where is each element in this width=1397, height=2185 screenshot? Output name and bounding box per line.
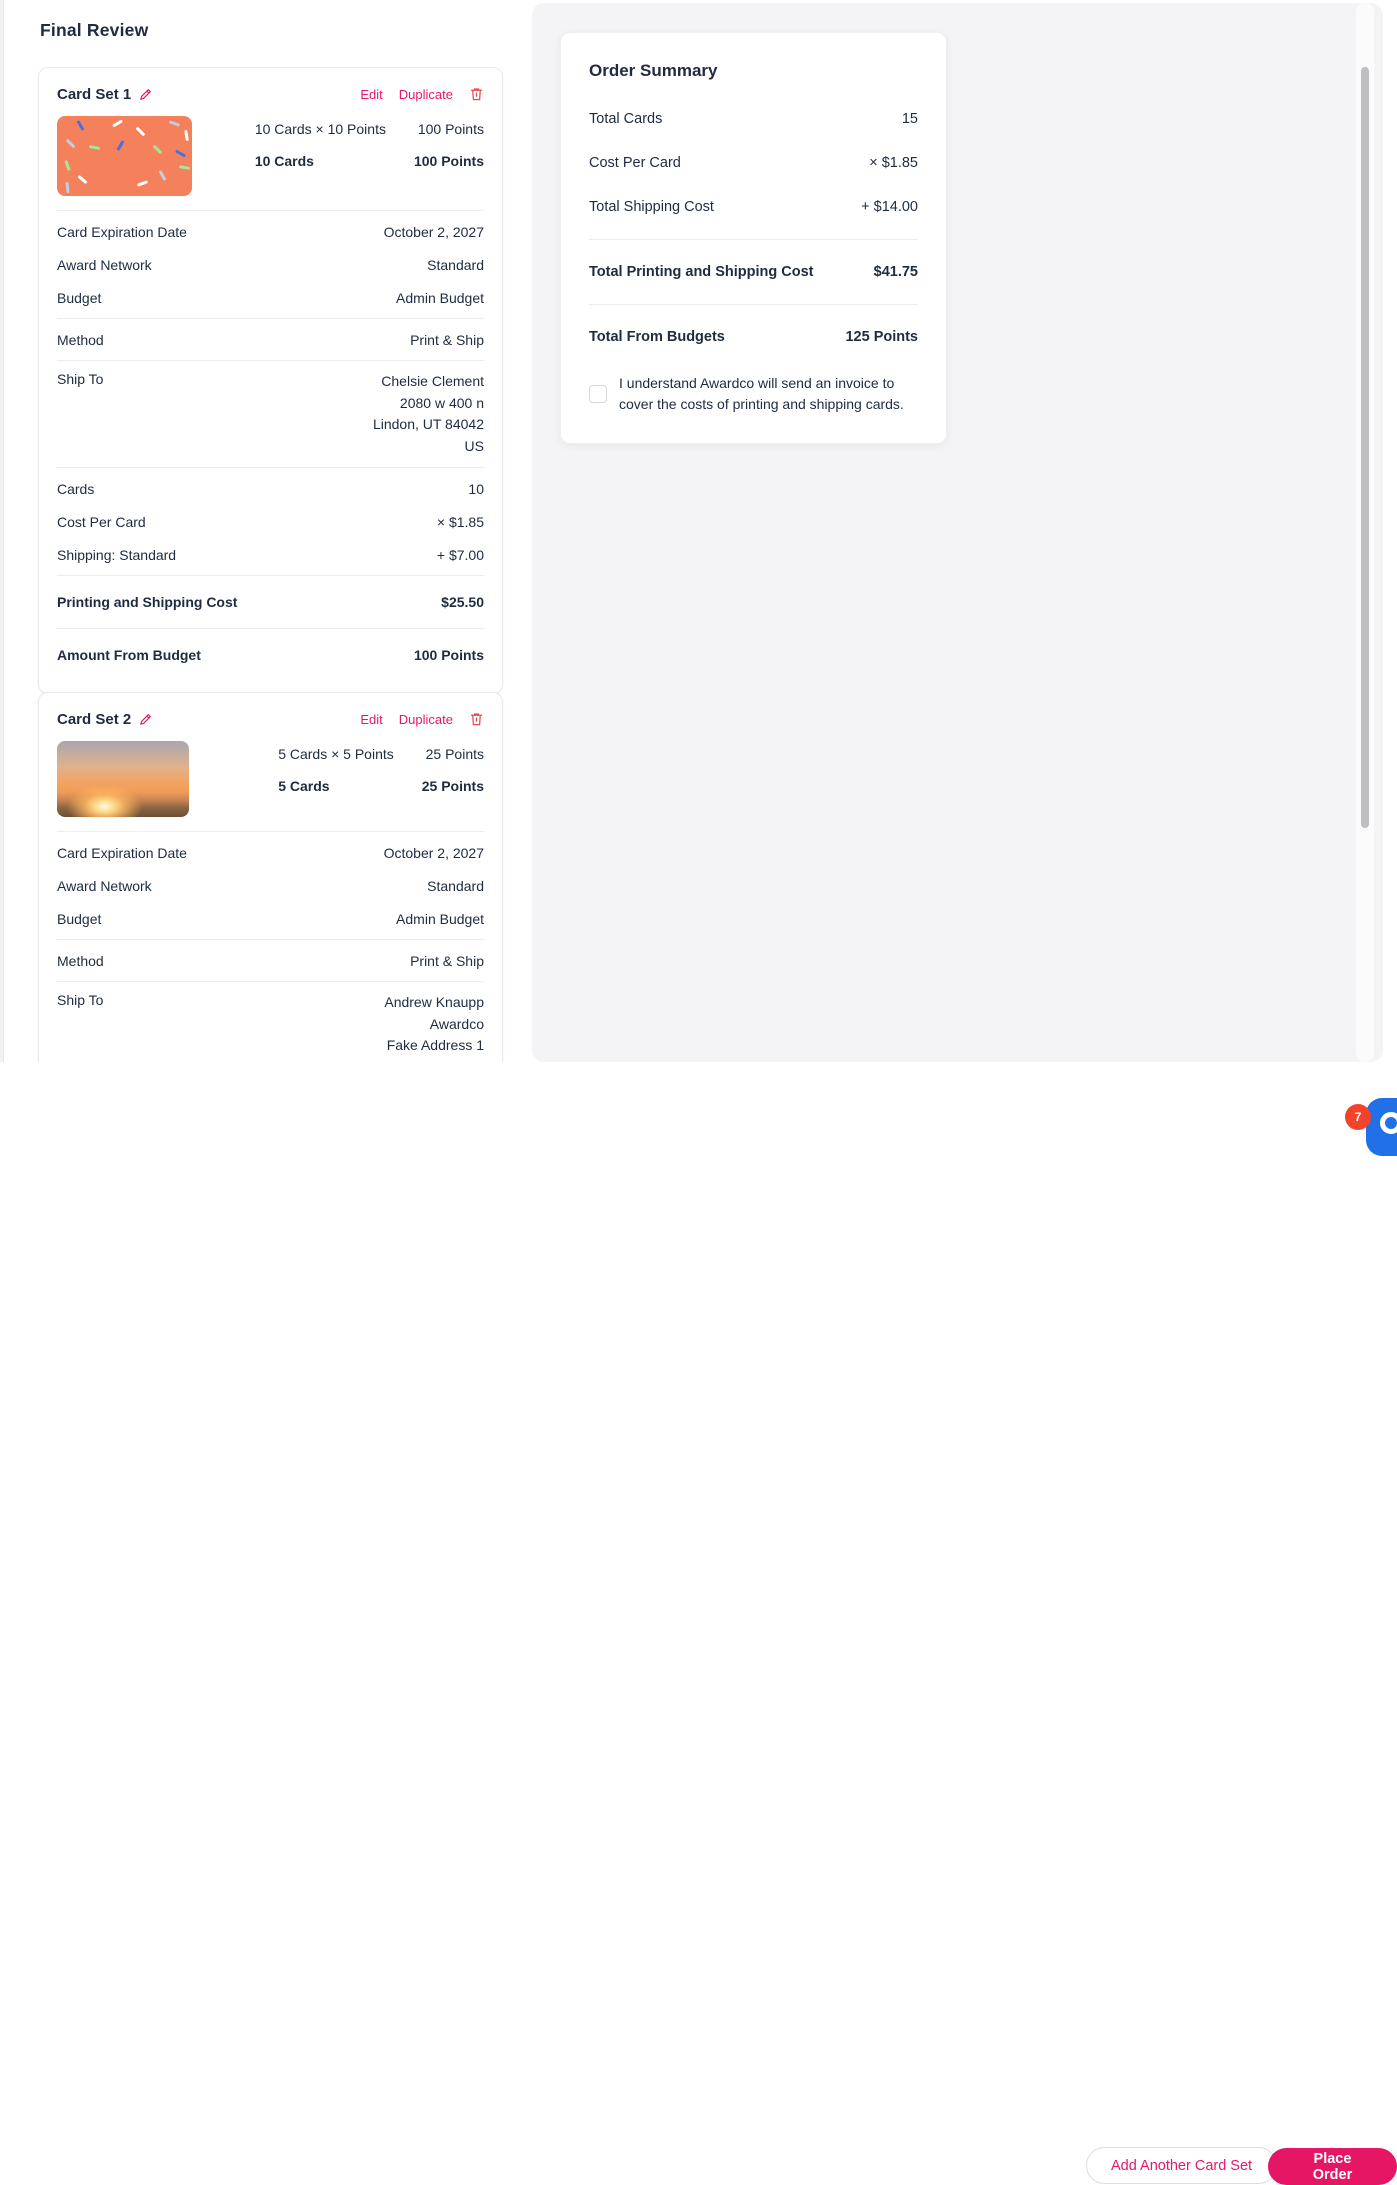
edit-button[interactable]: Edit — [360, 86, 383, 102]
detail-row — [57, 902, 484, 935]
summary-row — [589, 141, 918, 185]
edit-name-pencil-icon[interactable] — [139, 87, 153, 101]
method-row — [57, 944, 484, 977]
edit-name-pencil-icon[interactable] — [139, 712, 153, 726]
divider — [57, 939, 484, 940]
invoice-acknowledgement-row — [589, 373, 918, 415]
total-cost-row — [589, 250, 918, 294]
order-summary-card — [560, 32, 947, 444]
divider — [57, 628, 484, 629]
card-set-1 — [38, 67, 503, 694]
address-line: Lindon, UT 84042 — [372, 416, 484, 432]
qty-cards-total: 10 Cards — [254, 153, 314, 169]
divider — [57, 210, 484, 211]
card-sets-column — [5, 0, 532, 1062]
row-value: October 2, 2027 — [383, 844, 484, 861]
row-label: Cards — [57, 480, 95, 497]
invoice-ack-checkbox[interactable] — [589, 385, 607, 403]
card-set-title: Card Set 2 — [57, 710, 132, 728]
budget-total-row — [589, 315, 918, 359]
row-label: Cost Per Card — [589, 155, 681, 171]
place-order-button[interactable]: Place Order — [1268, 2148, 1397, 2185]
row-value: Standard — [427, 877, 484, 894]
row-label: Budget — [57, 289, 102, 306]
row-label: Card Expiration Date — [57, 223, 187, 240]
row-label: Shipping: Standard — [57, 546, 177, 563]
divider — [57, 360, 484, 361]
detail-row — [57, 248, 484, 281]
card-set-title: Card Set 1 — [57, 85, 132, 103]
row-label: Printing and Shipping Cost — [57, 594, 238, 610]
divider — [57, 981, 484, 982]
summary-row — [589, 185, 918, 229]
row-label: Ship To — [57, 371, 104, 387]
cost-row — [57, 538, 484, 571]
cost-row — [57, 472, 484, 505]
row-value: Admin Budget — [396, 289, 484, 306]
row-value: 125 Points — [845, 329, 918, 345]
divider — [57, 831, 484, 832]
row-label: Total Shipping Cost — [589, 199, 714, 215]
address-line: Andrew Knaupp — [384, 994, 484, 1010]
add-another-card-set-button[interactable]: Add Another Card Set — [1086, 2147, 1277, 2184]
ship-to-address — [373, 371, 484, 457]
invoice-ack-label: I understand Awardco will send an invoice to cover the costs of printing and shipping cards. — [619, 375, 904, 412]
address-line: Awardco — [429, 1015, 484, 1032]
page-title: Final Review — [40, 20, 149, 40]
address-line: Fake Address 1 — [386, 1037, 484, 1053]
row-value: + $14.00 — [861, 199, 918, 215]
row-value: $41.75 — [873, 264, 918, 280]
duplicate-button[interactable]: Duplicate — [398, 86, 453, 102]
row-value: October 2, 2027 — [383, 223, 484, 240]
summary-panel — [532, 3, 1383, 1062]
row-value: × $1.85 — [436, 513, 484, 530]
divider — [589, 304, 918, 305]
row-value: Standard — [427, 256, 484, 273]
delete-trash-icon[interactable] — [469, 711, 484, 727]
row-value: Print & Ship — [410, 331, 484, 348]
row-label: Budget — [57, 910, 102, 927]
row-label: Award Network — [57, 877, 152, 894]
row-value: 15 — [901, 111, 918, 127]
order-summary-title: Order Summary — [589, 61, 718, 80]
divider — [57, 318, 484, 319]
scrollbar[interactable] — [1356, 3, 1374, 1062]
total-row — [57, 633, 484, 677]
row-label: Total From Budgets — [589, 329, 725, 345]
card-design-thumbnail-confetti — [57, 116, 192, 196]
row-label: Method — [57, 331, 104, 348]
ship-to-row — [57, 986, 484, 1062]
qty-points-total: 100 Points — [413, 153, 484, 169]
divider — [589, 239, 918, 240]
row-value: Admin Budget — [396, 910, 484, 927]
footer-action-bar — [0, 1062, 1397, 2183]
row-label: Ship To — [57, 992, 104, 1008]
row-label: Total Printing and Shipping Cost — [589, 264, 814, 280]
detail-row — [57, 836, 484, 869]
qty-calculation: 10 Cards × 10 Points — [254, 121, 386, 137]
row-value: $25.50 — [441, 594, 484, 610]
row-label: Award Network — [57, 256, 152, 273]
edit-button[interactable]: Edit — [360, 711, 383, 727]
scrollbar-thumb[interactable] — [1361, 67, 1369, 828]
address-line: US — [464, 437, 484, 454]
ship-to-address — [384, 992, 484, 1057]
row-label: Total Cards — [589, 111, 663, 127]
ship-to-row — [57, 365, 484, 463]
row-value: 100 Points — [413, 647, 484, 663]
qty-calculation: 5 Cards × 5 Points — [278, 746, 394, 762]
detail-row — [57, 281, 484, 314]
card-set-2 — [38, 692, 503, 1062]
chat-widget-button[interactable] — [1366, 1098, 1397, 1156]
row-label: Card Expiration Date — [57, 844, 187, 861]
cost-row — [57, 505, 484, 538]
summary-row — [589, 97, 918, 141]
address-line: Chelsie Clement — [381, 373, 484, 389]
qty-points-total: 25 Points — [421, 778, 484, 794]
qty-points: 25 Points — [425, 746, 484, 762]
card-design-thumbnail-sunset — [57, 741, 189, 817]
divider — [57, 575, 484, 576]
delete-trash-icon[interactable] — [469, 86, 484, 102]
row-value: × $1.85 — [869, 155, 918, 171]
divider — [57, 467, 484, 468]
row-value: + $7.00 — [436, 546, 484, 563]
qty-cards-total: 5 Cards — [278, 778, 330, 794]
row-label: Method — [57, 952, 104, 969]
collapsed-sidebar-rail — [0, 0, 4, 1062]
row-label: Amount From Budget — [57, 647, 201, 663]
duplicate-button[interactable]: Duplicate — [398, 711, 453, 727]
detail-row — [57, 869, 484, 902]
chat-notification-badge: 7 — [1345, 1104, 1371, 1130]
row-label: Cost Per Card — [57, 513, 146, 530]
total-row — [57, 580, 484, 624]
row-value: Print & Ship — [410, 952, 484, 969]
address-line: 2080 w 400 n — [399, 394, 484, 411]
method-row — [57, 323, 484, 356]
row-value: 10 — [468, 480, 484, 497]
chat-widget-icon — [1380, 1112, 1397, 1134]
detail-row — [57, 215, 484, 248]
qty-points: 100 Points — [417, 121, 484, 137]
